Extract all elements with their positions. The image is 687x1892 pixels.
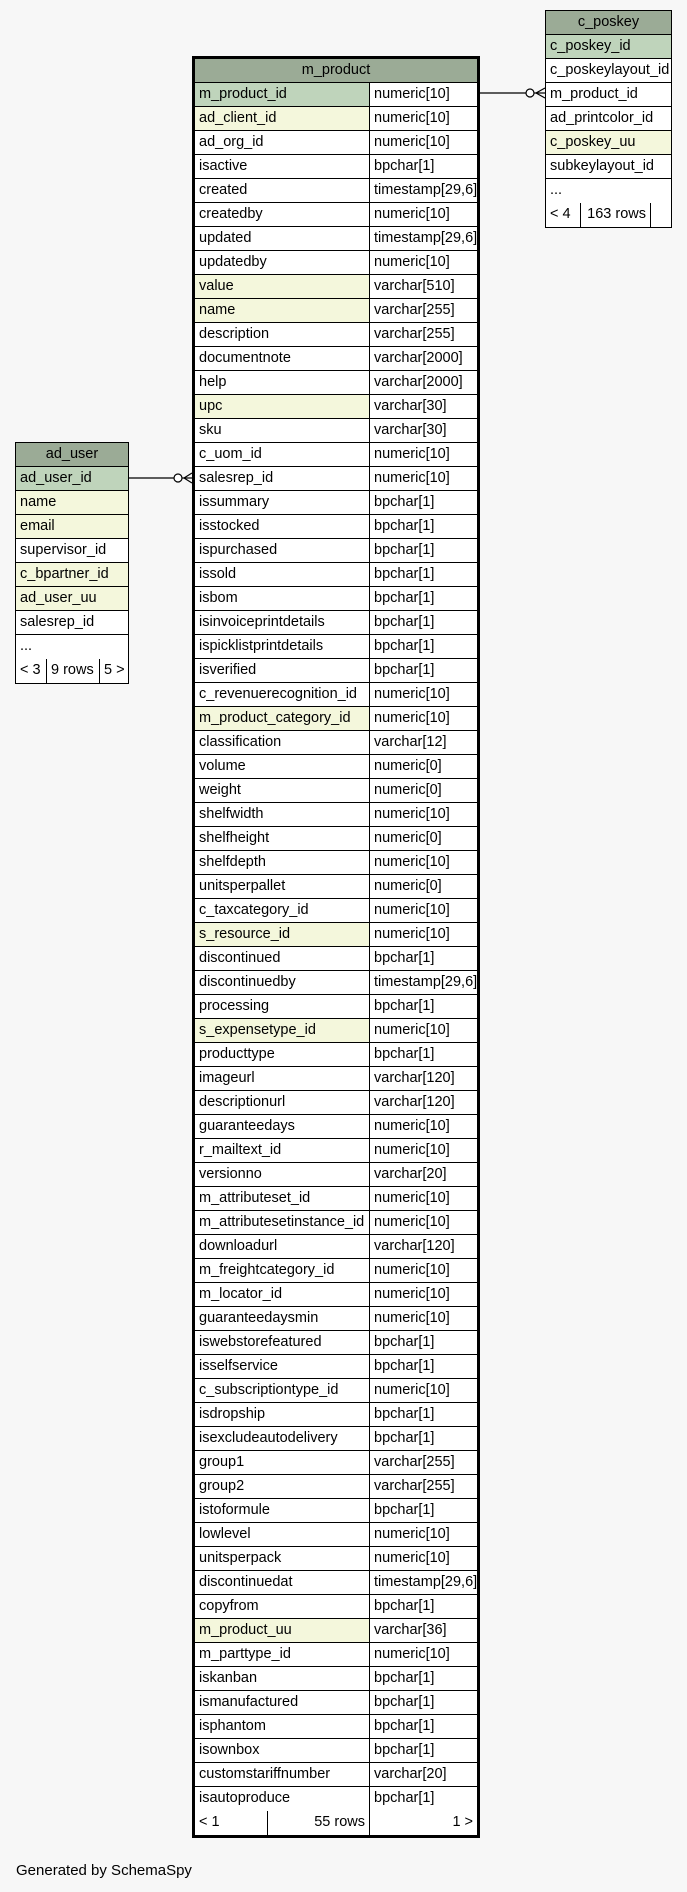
column-type: numeric[10] bbox=[369, 851, 477, 874]
column-name: m_product_id bbox=[550, 86, 638, 102]
column-type: bpchar[1] bbox=[369, 1595, 477, 1618]
column-type: bpchar[1] bbox=[369, 1043, 477, 1066]
column-name: updatedby bbox=[199, 254, 267, 270]
column-type: numeric[10] bbox=[369, 899, 477, 922]
column-name: subkeylayout_id bbox=[550, 158, 654, 174]
column-name: m_freightcategory_id bbox=[199, 1262, 335, 1278]
column-type: varchar[120] bbox=[369, 1067, 477, 1090]
column-name: discontinued bbox=[199, 950, 281, 966]
column-name: ad_client_id bbox=[199, 110, 277, 126]
column-name: discontinuedby bbox=[199, 974, 296, 990]
column-name: shelfheight bbox=[199, 830, 270, 846]
column-type: varchar[510] bbox=[369, 275, 477, 298]
column-type: bpchar[1] bbox=[369, 1667, 477, 1690]
column-type: numeric[10] bbox=[369, 923, 477, 946]
column-name: created bbox=[199, 182, 248, 198]
column-type: numeric[10] bbox=[369, 1643, 477, 1666]
row-count: 9 rows bbox=[46, 659, 99, 683]
column-name: c_bpartner_id bbox=[20, 566, 109, 582]
column-name: isautoproduce bbox=[199, 1790, 291, 1806]
column-type: varchar[2000] bbox=[369, 371, 477, 394]
column-type: numeric[10] bbox=[369, 1115, 477, 1138]
column-name: classification bbox=[199, 734, 282, 750]
column-name: salesrep_id bbox=[20, 614, 95, 630]
column-type: bpchar[1] bbox=[369, 563, 477, 586]
column-type: numeric[10] bbox=[369, 83, 477, 106]
column-name: group2 bbox=[199, 1478, 245, 1494]
column-name: c_uom_id bbox=[199, 446, 262, 462]
column-name: ad_user_id bbox=[20, 470, 92, 486]
column-type: numeric[10] bbox=[369, 1139, 477, 1162]
column-type: bpchar[1] bbox=[369, 611, 477, 634]
column-type: numeric[0] bbox=[369, 827, 477, 850]
column-name: email bbox=[20, 518, 55, 534]
column-type: bpchar[1] bbox=[369, 635, 477, 658]
column-type: bpchar[1] bbox=[369, 1787, 477, 1811]
column-type: varchar[30] bbox=[369, 395, 477, 418]
column-type: timestamp[29,6] bbox=[369, 179, 477, 202]
column-type: timestamp[29,6] bbox=[369, 227, 477, 250]
column-name: isstocked bbox=[199, 518, 260, 534]
relation-poskey-to-product[interactable] bbox=[480, 88, 545, 98]
column-name: name bbox=[199, 302, 236, 318]
column-type: bpchar[1] bbox=[369, 515, 477, 538]
column-name: m_product_category_id bbox=[199, 710, 351, 726]
column-type: varchar[255] bbox=[369, 1451, 477, 1474]
column-type: bpchar[1] bbox=[369, 995, 477, 1018]
column-name: issummary bbox=[199, 494, 270, 510]
column-type: bpchar[1] bbox=[369, 587, 477, 610]
column-type: bpchar[1] bbox=[369, 1739, 477, 1762]
column-name: processing bbox=[199, 998, 270, 1014]
column-name: isphantom bbox=[199, 1718, 266, 1734]
parents-link[interactable]: < 4 bbox=[550, 206, 571, 222]
column-type: bpchar[1] bbox=[369, 539, 477, 562]
column-type: numeric[10] bbox=[369, 107, 477, 130]
column-type: numeric[10] bbox=[369, 443, 477, 466]
column-name: help bbox=[199, 374, 227, 390]
column-name: c_taxcategory_id bbox=[199, 902, 309, 918]
column-name: iswebstorefeatured bbox=[199, 1334, 322, 1350]
column-name: shelfdepth bbox=[199, 854, 266, 870]
column-type: numeric[10] bbox=[369, 707, 477, 730]
column-name: updated bbox=[199, 230, 252, 246]
column-type: numeric[10] bbox=[369, 1187, 477, 1210]
column-name: m_attributesetinstance_id bbox=[199, 1214, 365, 1230]
column-type: numeric[10] bbox=[369, 1259, 477, 1282]
column-name: ... bbox=[20, 638, 33, 654]
column-type: varchar[20] bbox=[369, 1763, 477, 1786]
column-name: isselfservice bbox=[199, 1358, 278, 1374]
column-name: customstariffnumber bbox=[199, 1766, 331, 1782]
column-name: group1 bbox=[199, 1454, 245, 1470]
column-name: isownbox bbox=[199, 1742, 260, 1758]
column-name: ispurchased bbox=[199, 542, 278, 558]
column-type: timestamp[29,6] bbox=[369, 971, 477, 994]
column-name: iskanban bbox=[199, 1670, 258, 1686]
column-type: numeric[10] bbox=[369, 803, 477, 826]
column-name: ad_printcolor_id bbox=[550, 110, 654, 126]
column-type: bpchar[1] bbox=[369, 1499, 477, 1522]
column-name: isexcludeautodelivery bbox=[199, 1430, 338, 1446]
column-type: bpchar[1] bbox=[369, 947, 477, 970]
column-name: m_attributeset_id bbox=[199, 1190, 311, 1206]
column-type: numeric[10] bbox=[369, 1019, 477, 1042]
column-name: c_poskey_id bbox=[550, 38, 631, 54]
column-type: bpchar[1] bbox=[369, 1691, 477, 1714]
column-type: bpchar[1] bbox=[369, 659, 477, 682]
column-name: ispicklistprintdetails bbox=[199, 638, 324, 654]
column-name: versionno bbox=[199, 1166, 262, 1182]
column-name: issold bbox=[199, 566, 237, 582]
column-type: varchar[255] bbox=[369, 299, 477, 322]
column-name: producttype bbox=[199, 1046, 275, 1062]
column-name: m_locator_id bbox=[199, 1286, 283, 1302]
column-type: varchar[255] bbox=[369, 323, 477, 346]
column-type: numeric[10] bbox=[369, 1307, 477, 1330]
column-type: numeric[10] bbox=[369, 1211, 477, 1234]
column-name: c_revenuerecognition_id bbox=[199, 686, 357, 702]
column-name: ad_user_uu bbox=[20, 590, 97, 606]
column-type: numeric[10] bbox=[369, 1523, 477, 1546]
column-name: isbom bbox=[199, 590, 238, 606]
generated-by-text: Generated by SchemaSpy bbox=[16, 1862, 192, 1879]
column-type: numeric[0] bbox=[369, 875, 477, 898]
column-type: bpchar[1] bbox=[369, 1355, 477, 1378]
column-name: c_subscriptiontype_id bbox=[199, 1382, 339, 1398]
column-name: guaranteedaysmin bbox=[199, 1310, 319, 1326]
column-name: imageurl bbox=[199, 1070, 255, 1086]
column-name: supervisor_id bbox=[20, 542, 107, 558]
column-type: numeric[10] bbox=[369, 1283, 477, 1306]
column-type: bpchar[1] bbox=[369, 155, 477, 178]
parents-link[interactable]: < 3 bbox=[20, 662, 41, 678]
column-name: istoformule bbox=[199, 1502, 270, 1518]
column-type: numeric[10] bbox=[369, 1547, 477, 1570]
column-name: downloadurl bbox=[199, 1238, 278, 1254]
column-type: bpchar[1] bbox=[369, 1427, 477, 1450]
row-count: 55 rows bbox=[267, 1811, 369, 1835]
column-name: ad_org_id bbox=[199, 134, 264, 150]
column-name: sku bbox=[199, 422, 222, 438]
column-name: descriptionurl bbox=[199, 1094, 286, 1110]
column-name: salesrep_id bbox=[199, 470, 274, 486]
column-type: bpchar[1] bbox=[369, 1403, 477, 1426]
column-type: bpchar[1] bbox=[369, 491, 477, 514]
column-type: numeric[10] bbox=[369, 1379, 477, 1402]
column-name: m_product_id bbox=[199, 86, 287, 102]
column-name: unitsperpack bbox=[199, 1550, 282, 1566]
column-name: isverified bbox=[199, 662, 257, 678]
row-count: 163 rows bbox=[580, 203, 650, 227]
column-type: varchar[30] bbox=[369, 419, 477, 442]
column-name: isdropship bbox=[199, 1406, 266, 1422]
column-type: varchar[120] bbox=[369, 1091, 477, 1114]
column-name: r_mailtext_id bbox=[199, 1142, 282, 1158]
column-type: varchar[12] bbox=[369, 731, 477, 754]
column-name: value bbox=[199, 278, 234, 294]
children-link[interactable]: 5 > bbox=[99, 659, 127, 683]
column-name: s_resource_id bbox=[199, 926, 291, 942]
column-type: varchar[120] bbox=[369, 1235, 477, 1258]
column-name: isactive bbox=[199, 158, 248, 174]
column-name: documentnote bbox=[199, 350, 291, 366]
column-name: description bbox=[199, 326, 270, 342]
column-type: numeric[10] bbox=[369, 251, 477, 274]
column-name: copyfrom bbox=[199, 1598, 259, 1614]
column-type: varchar[255] bbox=[369, 1475, 477, 1498]
column-type: varchar[36] bbox=[369, 1619, 477, 1642]
column-name: s_expensetype_id bbox=[199, 1022, 316, 1038]
column-name: lowlevel bbox=[199, 1526, 251, 1542]
column-type: numeric[10] bbox=[369, 131, 477, 154]
column-name: isinvoiceprintdetails bbox=[199, 614, 325, 630]
column-name: unitsperpallet bbox=[199, 878, 286, 894]
column-name: c_poskeylayout_id bbox=[550, 62, 670, 78]
column-type: numeric[10] bbox=[369, 203, 477, 226]
table-title: c_poskey bbox=[577, 14, 640, 30]
column-name: upc bbox=[199, 398, 223, 414]
column-type: numeric[10] bbox=[369, 683, 477, 706]
column-name: m_product_uu bbox=[199, 1622, 292, 1638]
column-name: ismanufactured bbox=[199, 1694, 299, 1710]
table-title: ad_user bbox=[45, 446, 99, 462]
column-name: m_parttype_id bbox=[199, 1646, 291, 1662]
column-type: numeric[0] bbox=[369, 755, 477, 778]
column-name: createdby bbox=[199, 206, 263, 222]
children-link[interactable]: 1 > bbox=[369, 1811, 477, 1835]
column-type: varchar[20] bbox=[369, 1163, 477, 1186]
table-title: m_product bbox=[301, 62, 371, 78]
column-type: bpchar[1] bbox=[369, 1715, 477, 1738]
column-type: numeric[10] bbox=[369, 467, 477, 490]
column-type: bpchar[1] bbox=[369, 1331, 477, 1354]
column-name: weight bbox=[199, 782, 241, 798]
column-name: ... bbox=[550, 182, 563, 198]
column-name: volume bbox=[199, 758, 246, 774]
parents-link[interactable]: < 1 bbox=[199, 1814, 220, 1830]
column-name: c_poskey_uu bbox=[550, 134, 636, 150]
column-name: shelfwidth bbox=[199, 806, 264, 822]
column-type: varchar[2000] bbox=[369, 347, 477, 370]
column-name: discontinuedat bbox=[199, 1574, 293, 1590]
column-type: numeric[0] bbox=[369, 779, 477, 802]
column-type: timestamp[29,6] bbox=[369, 1571, 477, 1594]
relation-product-to-user[interactable] bbox=[129, 473, 192, 483]
column-name: guaranteedays bbox=[199, 1118, 295, 1134]
column-name: name bbox=[20, 494, 57, 510]
